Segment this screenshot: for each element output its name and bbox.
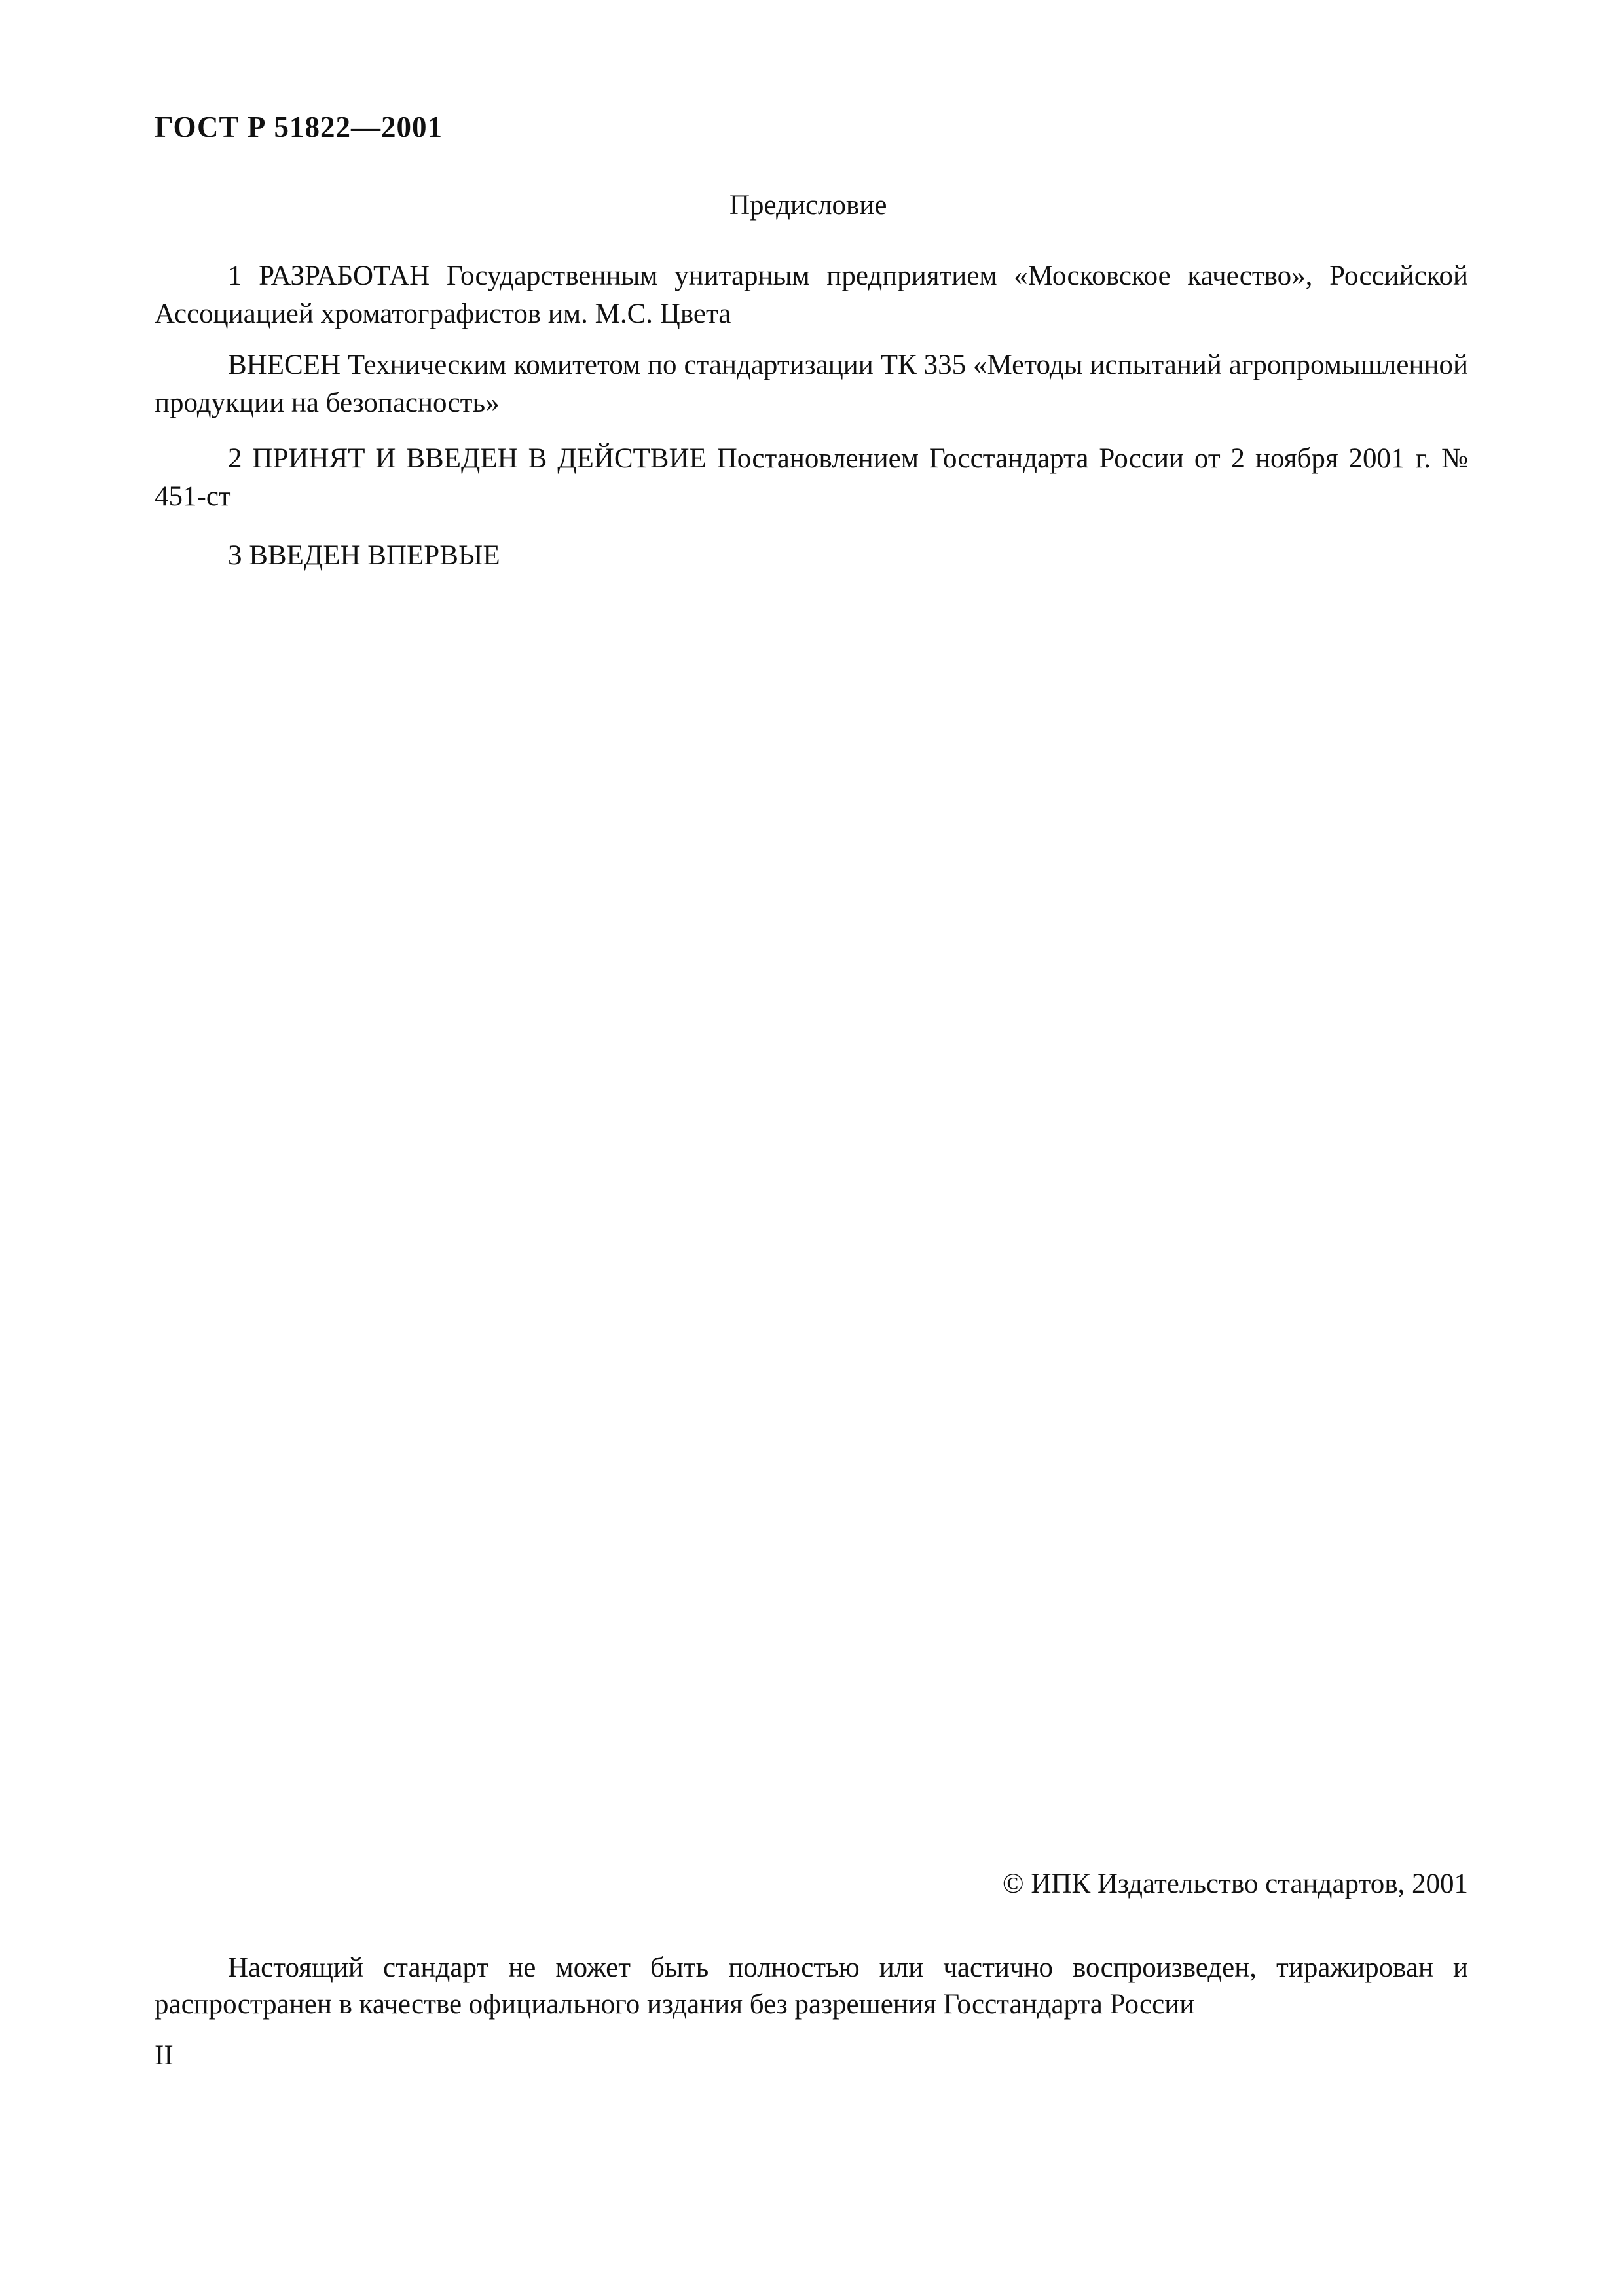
preface-item-developed: 1 РАЗРАБОТАН Государственным унитарным предприятием «Московское качество», Российской Ассоциацией хроматографистов им. М.С. Цвета [155,261,1468,329]
preface-item-introduced-by: ВНЕСЕН Техническим комитетом по стандартизации ТК 335 «Методы испытаний агропромышленной продукции на безопасность» [155,350,1468,418]
document-code-header: ГОСТ Р 51822—2001 [155,111,443,143]
reproduction-notice: Настоящий стандарт не может быть полностью или частично воспроизведен, тиражирован и распространен в качестве официального издания без разрешения Госстандарта России [155,1952,1468,2020]
preface-item-adopted: 2 ПРИНЯТ И ВВЕДЕН В ДЕЙСТВИЕ Постановлением Госстандарта России от 2 ноября 2001 г. № 451-ст [155,443,1468,512]
preface-title: Предисловие [729,190,887,221]
copyright-line: © ИПК Издательство стандартов, 2001 [1002,1868,1468,1899]
preface-item-first-introduced: 3 ВВЕДЕН ВПЕРВЫЕ [228,540,500,571]
page-number: II [155,2040,174,2071]
